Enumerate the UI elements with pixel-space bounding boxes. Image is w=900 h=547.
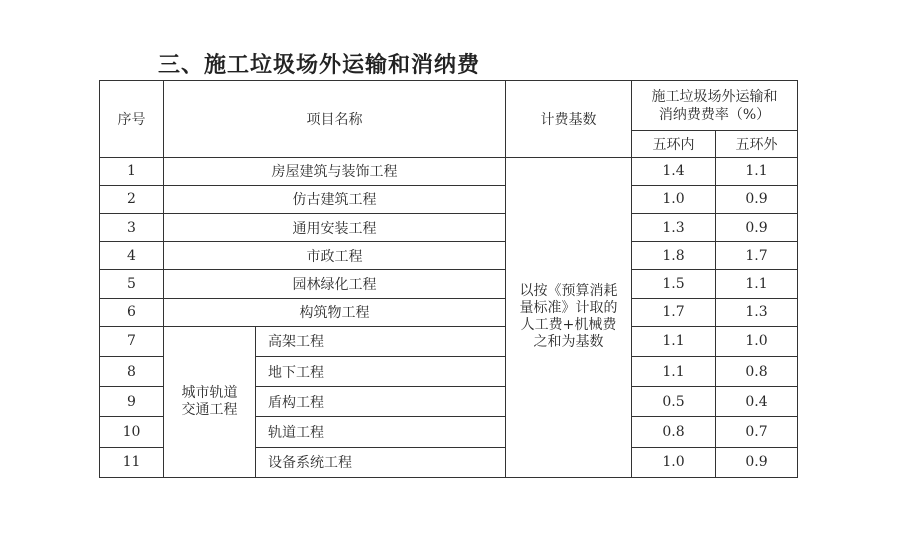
row-number: 10 bbox=[100, 417, 164, 447]
rate-inner: 1.1 bbox=[632, 326, 716, 356]
header-inner-ring: 五环内 bbox=[632, 131, 716, 157]
basis-cell bbox=[506, 157, 632, 477]
rate-outer: 1.1 bbox=[716, 157, 798, 185]
rate-outer: 1.3 bbox=[716, 298, 798, 326]
rate-outer: 0.8 bbox=[716, 357, 798, 387]
rate-inner: 1.1 bbox=[632, 357, 716, 387]
table-row bbox=[100, 298, 798, 326]
row-item-name: 轨道工程 bbox=[256, 417, 506, 447]
group-label-line2: 交通工程 bbox=[181, 401, 238, 418]
rate-inner: 1.0 bbox=[632, 185, 716, 213]
row-item-name: 通用安装工程 bbox=[164, 213, 506, 241]
rate-inner: 1.5 bbox=[632, 270, 716, 298]
table-row bbox=[100, 185, 798, 213]
rate-inner: 0.5 bbox=[632, 387, 716, 417]
rate-inner: 1.0 bbox=[632, 447, 716, 477]
group-label-cell bbox=[164, 326, 256, 477]
rate-inner: 1.8 bbox=[632, 242, 716, 270]
rate-inner: 0.8 bbox=[632, 417, 716, 447]
row-number: 5 bbox=[100, 270, 164, 298]
basis-line3: 人工费+机械费 bbox=[520, 317, 617, 334]
header-basis: 计费基数 bbox=[506, 81, 632, 158]
table-row bbox=[100, 157, 798, 185]
row-number: 1 bbox=[100, 157, 164, 185]
basis-line2: 量标准》计取的 bbox=[519, 300, 618, 317]
row-number: 7 bbox=[100, 326, 164, 356]
row-number: 11 bbox=[100, 447, 164, 477]
rate-outer: 0.9 bbox=[716, 447, 798, 477]
row-number: 8 bbox=[100, 357, 164, 387]
rate-outer: 0.4 bbox=[716, 387, 798, 417]
rate-outer: 1.0 bbox=[716, 326, 798, 356]
row-item-name: 设备系统工程 bbox=[256, 447, 506, 477]
row-item-name: 构筑物工程 bbox=[164, 298, 506, 326]
header-rate-line1: 施工垃圾场外运输和 bbox=[651, 88, 778, 105]
row-item-name: 仿古建筑工程 bbox=[164, 185, 506, 213]
row-number: 6 bbox=[100, 298, 164, 326]
rate-outer: 0.7 bbox=[716, 417, 798, 447]
basis-line1: 以按《预算消耗 bbox=[519, 283, 618, 300]
row-item-name: 高架工程 bbox=[256, 326, 506, 356]
header-rate-line2: 消纳费费率（%） bbox=[658, 106, 771, 123]
row-number: 4 bbox=[100, 242, 164, 270]
header-seq: 序号 bbox=[100, 81, 164, 158]
row-item-name: 盾构工程 bbox=[256, 387, 506, 417]
header-item-name: 项目名称 bbox=[164, 81, 506, 158]
row-number: 9 bbox=[100, 387, 164, 417]
row-item-name: 市政工程 bbox=[164, 242, 506, 270]
rate-outer: 0.9 bbox=[716, 185, 798, 213]
rate-inner: 1.7 bbox=[632, 298, 716, 326]
table-row bbox=[100, 213, 798, 241]
table-row bbox=[100, 242, 798, 270]
row-number: 2 bbox=[100, 185, 164, 213]
page-title: 三、施工垃圾场外运输和消纳费 bbox=[158, 52, 481, 78]
row-item-name: 地下工程 bbox=[256, 357, 506, 387]
header-outer-ring: 五环外 bbox=[716, 131, 798, 157]
basis-line4: 之和为基数 bbox=[533, 334, 604, 351]
rate-outer: 0.9 bbox=[716, 213, 798, 241]
table-row bbox=[100, 326, 798, 356]
rate-inner: 1.4 bbox=[632, 157, 716, 185]
rate-inner: 1.3 bbox=[632, 213, 716, 241]
rate-outer: 1.7 bbox=[716, 242, 798, 270]
row-item-name: 房屋建筑与装饰工程 bbox=[164, 157, 506, 185]
row-number: 3 bbox=[100, 213, 164, 241]
header-rate bbox=[632, 81, 798, 131]
fee-rate-table bbox=[99, 80, 798, 478]
row-item-name: 园林绿化工程 bbox=[164, 270, 506, 298]
header-row bbox=[100, 81, 798, 131]
group-label-line1: 城市轨道 bbox=[181, 384, 238, 401]
table-row bbox=[100, 270, 798, 298]
rate-outer: 1.1 bbox=[716, 270, 798, 298]
